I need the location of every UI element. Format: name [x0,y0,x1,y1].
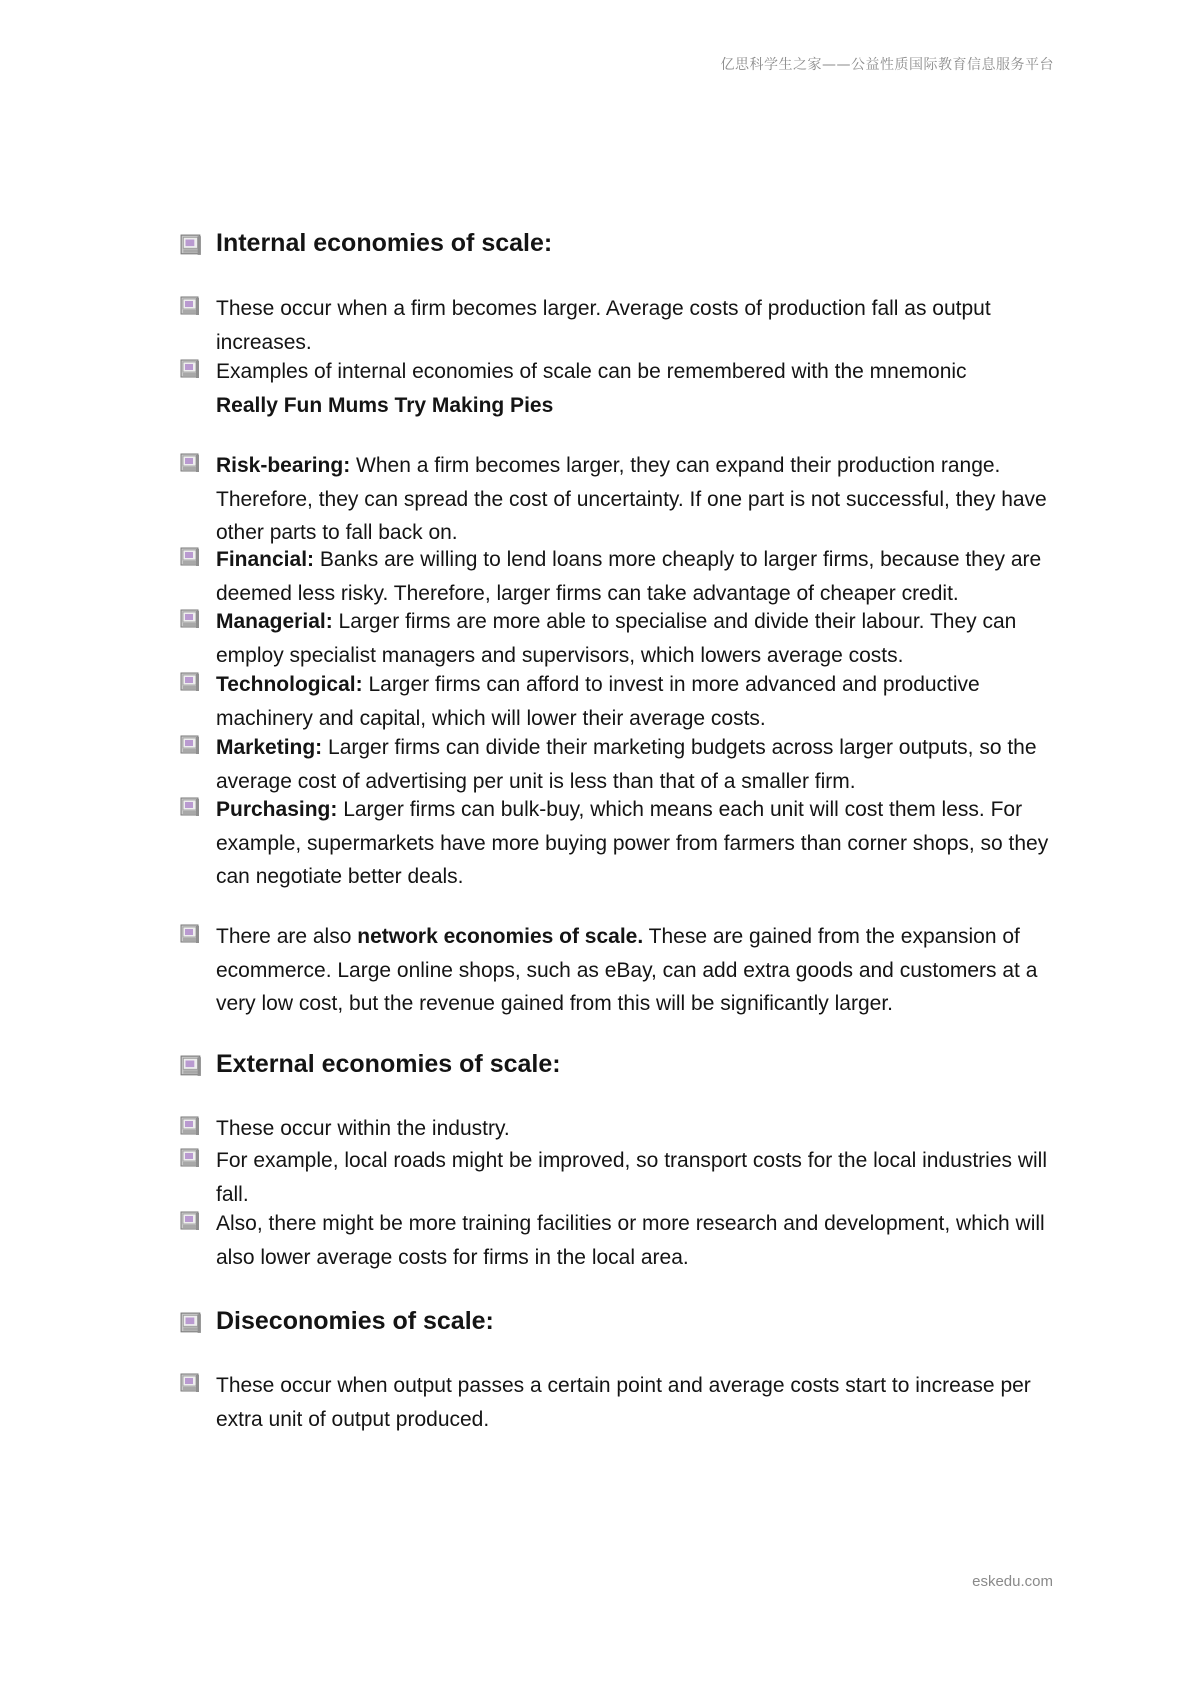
network-desc: These are gained from the expansion of ecommerce. Large online shops, such as eBay, can add extra goods and customers at a very low cost, but the revenue gained from this will be significantly larger. [216,925,1038,1016]
item-term: Purchasing: [216,798,338,821]
monitor-bullet-icon [180,797,200,817]
mnemonic-phrase: Really Fun Mums Try Making Pies [216,393,554,417]
monitor-bullet-icon [180,453,200,473]
monitor-bullet-icon [180,1211,200,1231]
item-desc: Banks are willing to lend loans more cheaply to larger firms, because they are deemed less risky. Therefore, larger firms can take advantage of cheaper credit. [216,548,1042,605]
item-term: Marketing: [216,736,323,759]
network-term: network economies of scale. [357,925,644,948]
item-desc: Larger firms can bulk-buy, which means each unit will cost them less. For example, supermarkets have more buying power from farmers than corner shops, so they can negotiate better deals. [216,798,1049,889]
monitor-bullet-icon [180,234,202,256]
item-desc: Larger firms can divide their marketing budgets across larger outputs, so the average cost of advertising per unit is less than that of a smaller firm. [216,736,1037,793]
list-item-text [216,731,1066,798]
mnemonic-intro: Examples of internal economies of scale can be remembered with the mnemonic [216,360,967,383]
list-item-text: These occur when a firm becomes larger. Average costs of production fall as output increases. [216,297,991,354]
heading-text: Internal economies of scale: [216,229,553,257]
list-item-text [216,355,1066,422]
item-desc: When a firm becomes larger, they can expand their production range. Therefore, they can spread the cost of uncertainty. If one part is not successful, they have other parts to fall back on. [216,454,1047,545]
list-item-text: These occur within the industry. [216,1117,510,1140]
item-desc: Larger firms are more able to specialise and divide their labour. They can employ specialist managers and supervisors, which lowers average costs. [216,610,1017,667]
monitor-bullet-icon [180,1373,200,1393]
list-item-text: For example, local roads might be improved, so transport costs for the local industries will fall. [216,1149,1048,1206]
list-item-text [216,543,1066,610]
item-term: Risk-bearing: [216,454,351,477]
item-term: Managerial: [216,610,333,633]
monitor-bullet-icon [180,924,200,944]
heading-text: Diseconomies of scale: [216,1307,494,1335]
monitor-bullet-icon [180,296,200,316]
list-item-text [216,605,1066,672]
monitor-bullet-icon [180,1312,202,1334]
item-term: Financial: [216,548,315,571]
network-intro: There are also [216,925,358,948]
heading-text: External economies of scale: [216,1050,561,1078]
list-item-text: Also, there might be more training facilities or more research and development, which will also lower average costs for firms in the local area. [216,1212,1045,1269]
list-item-text [216,793,1066,894]
monitor-bullet-icon [180,1116,200,1136]
monitor-bullet-icon [180,672,200,692]
item-term: Technological: [216,673,363,696]
monitor-bullet-icon [180,359,200,379]
list-item-text: These occur when output passes a certain point and average costs start to increase per extra unit of output produced. [216,1374,1031,1431]
list-item-text [216,920,1066,1021]
page-header: 亿思科学生之家——公益性质国际教育信息服务平台 [720,57,1054,73]
monitor-bullet-icon [180,1055,202,1077]
list-item-text [216,668,1066,735]
list-item-text [216,449,1066,550]
monitor-bullet-icon [180,735,200,755]
monitor-bullet-icon [180,1148,200,1168]
item-desc: Larger firms can afford to invest in more advanced and productive machinery and capital, which will lower their average costs. [216,673,980,730]
monitor-bullet-icon [180,609,200,629]
page-footer: eskedu.com [972,1573,1053,1590]
monitor-bullet-icon [180,547,200,567]
